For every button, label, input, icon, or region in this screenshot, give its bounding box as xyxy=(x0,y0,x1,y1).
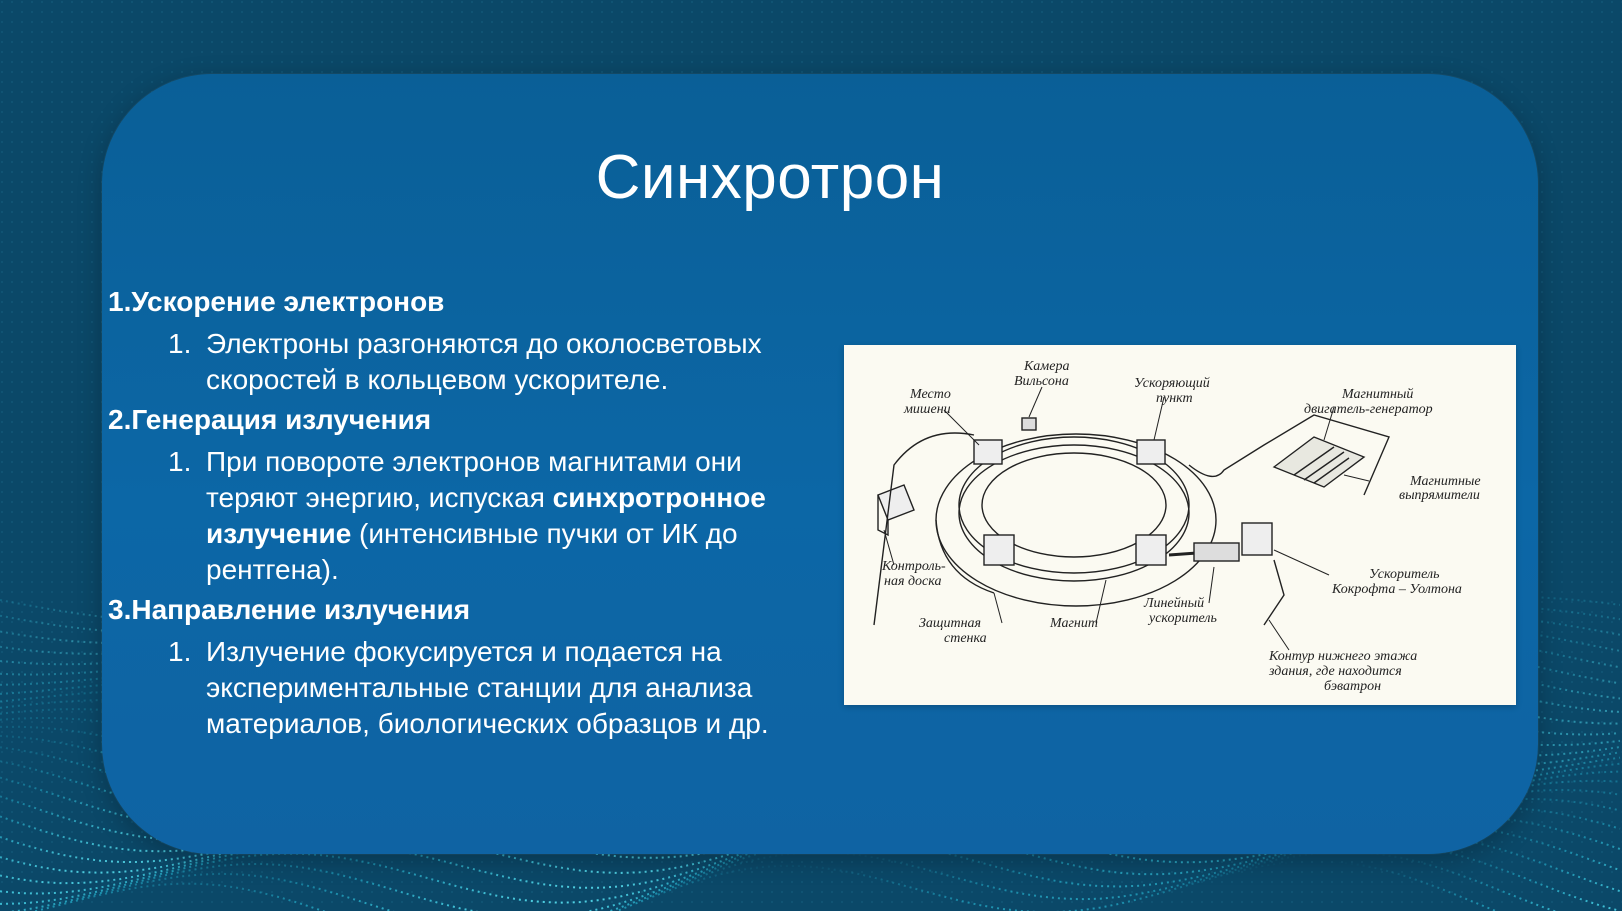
label-contour-3: бэватрон xyxy=(1324,679,1382,694)
magnet-block xyxy=(1137,440,1165,464)
item-number: 1. xyxy=(168,328,192,359)
item-text-part: При повороте электронов магнитами они теряют энергию, испуская xyxy=(206,446,742,513)
cockcroft-walton xyxy=(1242,523,1272,555)
item-text: Электроны разгоняются до околосветовых скоростей в кольцевом ускорителе. xyxy=(206,328,762,395)
section-heading: 1.Ускорение электронов xyxy=(108,286,445,317)
section-generation xyxy=(108,400,828,588)
label-rectifiers-1: Магнитные xyxy=(1410,474,1481,489)
section-direction xyxy=(108,590,828,742)
item-text xyxy=(206,444,828,588)
label-linear-1: Линейный xyxy=(1144,596,1205,611)
label-motor-gen-2: двигатель-генератор xyxy=(1304,402,1433,417)
label-cockcroft-2: Кокрофта – Уолтона xyxy=(1332,582,1462,597)
list-item xyxy=(168,326,828,398)
item-text-part: (интенсивные пучки от ИК до рентгена). xyxy=(206,518,738,585)
section-heading: 3.Направление излучения xyxy=(108,594,471,625)
wilson-chamber xyxy=(1022,418,1036,430)
label-shield-2: стенка xyxy=(944,631,987,646)
label-camera-2: Вильсона xyxy=(1014,374,1069,389)
label-target-1: Место xyxy=(910,387,951,402)
item-number: 1. xyxy=(168,636,192,667)
label-motor-gen-1: Магнитный xyxy=(1342,387,1414,402)
label-contour-1: Контур нижнего этажа xyxy=(1269,649,1418,664)
label-shield-1: Защитная xyxy=(919,616,982,631)
label-control-1: Контроль- xyxy=(882,559,946,574)
item-text: Излучение фокусируется и подается на экспериментальные станции для анализа материалов, биологических образцов и др. xyxy=(206,636,769,739)
list-item xyxy=(168,444,828,588)
list-item xyxy=(168,634,828,742)
synchrotron-drawing xyxy=(844,345,1516,705)
bullet-content xyxy=(108,282,828,744)
label-accel-point-2: пункт xyxy=(1156,391,1193,406)
slide-title: Синхротрон xyxy=(595,143,945,212)
synchrotron-diagram xyxy=(844,345,1516,705)
magnet-block xyxy=(984,535,1014,565)
label-rectifiers-2: выпрямители xyxy=(1399,488,1480,503)
label-contour-2: здания, где находится xyxy=(1269,664,1402,679)
section-acceleration xyxy=(108,282,828,398)
magnet-block xyxy=(1136,535,1166,565)
label-linear-2: ускоритель xyxy=(1149,611,1217,626)
label-camera-1: Камера xyxy=(1024,359,1070,374)
linear-accelerator xyxy=(1194,543,1239,561)
item-text-bold: синхротронное излучение xyxy=(206,482,766,549)
item-number: 1. xyxy=(168,446,192,477)
label-accel-point-1: Ускоряющий xyxy=(1134,376,1210,391)
label-control-2: ная доска xyxy=(884,574,942,589)
label-target-2: мишени xyxy=(904,402,951,417)
label-cockcroft-1: Ускоритель xyxy=(1369,567,1440,582)
section-heading: 2.Генерация излучения xyxy=(108,404,432,435)
control-panel xyxy=(878,485,914,520)
label-magnet: Магнит xyxy=(1050,616,1098,631)
